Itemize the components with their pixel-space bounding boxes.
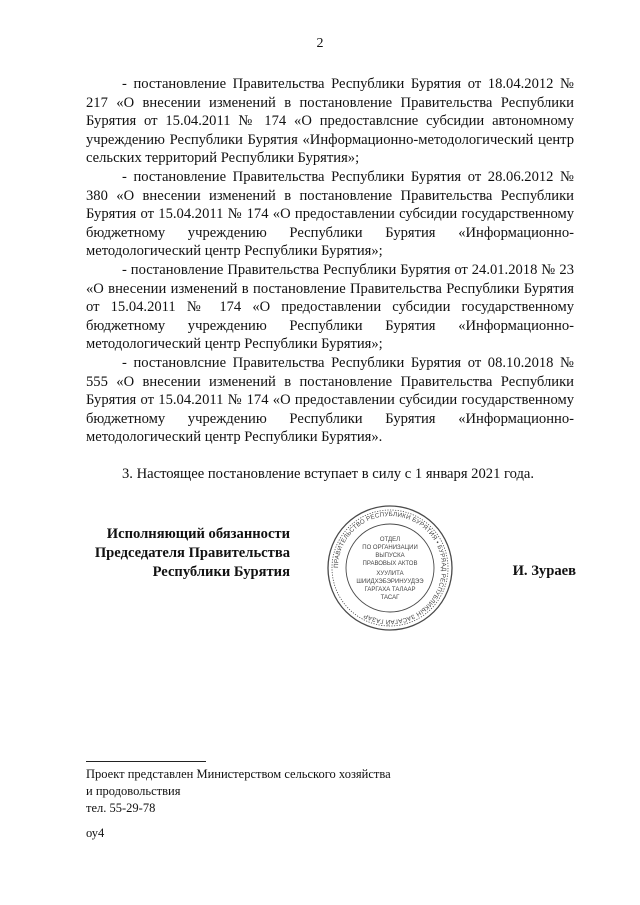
list-item-resolution-23: - постановление Правительства Республики Бурятия от 24.01.2018 № 23 «О внесении изменений в постановление Правительства Республики Бурятия от 15.04.2011 № 174 «О предоставлении субсидии государственному бюджетному учреждению Республики Бурятия «Информационно-методологический центр Республики Бурятия»; <box>86 261 574 353</box>
official-seal-stamp <box>325 503 455 633</box>
seal-text-line: ПРАВОВЫХ АКТОВ <box>362 561 418 567</box>
seal-text-line: ГАРГАХА ТАЛААР <box>364 587 416 593</box>
reference-code: оу4 <box>86 826 105 840</box>
seal-text-line: ПО ОРГАНИЗАЦИИ <box>362 545 418 551</box>
signatory-title-line: Председателя Правительства <box>94 545 290 561</box>
svg-text:ПРАВИТЕЛЬСТВО РЕСПУБЛИКИ БУРЯТ <box>333 511 447 626</box>
footnote-divider <box>86 761 206 762</box>
list-item-resolution-555: - постановлсние Правительства Республики Бурятия от 08.10.2018 № 555 «О внесении изменений в постановление Правительства Республики Бурятия от 15.04.2011 № 174 «О предоставлении субсидии государственному бюджетному учреждению Республики Бурятия «Информационно-методологический центр Республики Бурятия». <box>86 354 574 446</box>
seal-text-line: ХУУЛИТА <box>376 571 404 577</box>
seal-text-line: ОТДЕЛ <box>379 537 401 543</box>
signatory-name: И. Зураев <box>512 563 576 579</box>
footnote-phone: тел. 55-29-78 <box>86 801 156 815</box>
list-item-resolution-380: - постановление Правительства Республики Бурятия от 28.06.2012 № 380 «О внесении изменений в постановление Правительства Республики Бурятия от 15.04.2011 № 174 «О предоставлении субсидии государственному бюджетному учреждению Республики Бурятия «Информационно-методологический центр Республики Бурятия»; <box>86 168 574 260</box>
footnote-line: Проект представлен Министерством сельского хозяйства <box>86 767 391 781</box>
page-number: 2 <box>316 36 324 51</box>
signatory-title-line: Исполняющий обязанности <box>106 526 290 542</box>
footnote-line: и продовольствия <box>86 784 181 798</box>
list-item-resolution-217: - постановление Правительства Республики Бурятия от 18.04.2012 № 217 «О внесении изменений в постановление Правительства Республики Бурятия от 15.04.2011 № 174 «О предоставлсние субсидии автономному учреждению Республики Бурятия «Информационно-методологический центр сельских территорий Республики Бурятия»; <box>86 76 574 167</box>
seal-text-line: ВЫПУСКА <box>375 553 405 559</box>
seal-ring-text: ПРАВИТЕЛЬСТВО РЕСПУБЛИКИ БУРЯТИЯ • БУРЯАД РЕСПУБЛИКЫН ЗАСАГАЙ ГАЗАР <box>332 510 448 626</box>
seal-text-line: ШИИДХЭБЭРИНУУДЭЭ <box>356 579 424 585</box>
signature-block <box>0 510 640 635</box>
body-text <box>86 75 574 483</box>
effective-date-clause: 3. Настоящее постановление вступает в силу с 1 января 2021 года. <box>122 465 535 482</box>
footnote <box>86 766 391 817</box>
signatory-title <box>70 525 290 582</box>
signatory-title-line: Республики Бурятия <box>152 564 290 580</box>
seal-text-line: ТАСАГ <box>380 595 400 601</box>
